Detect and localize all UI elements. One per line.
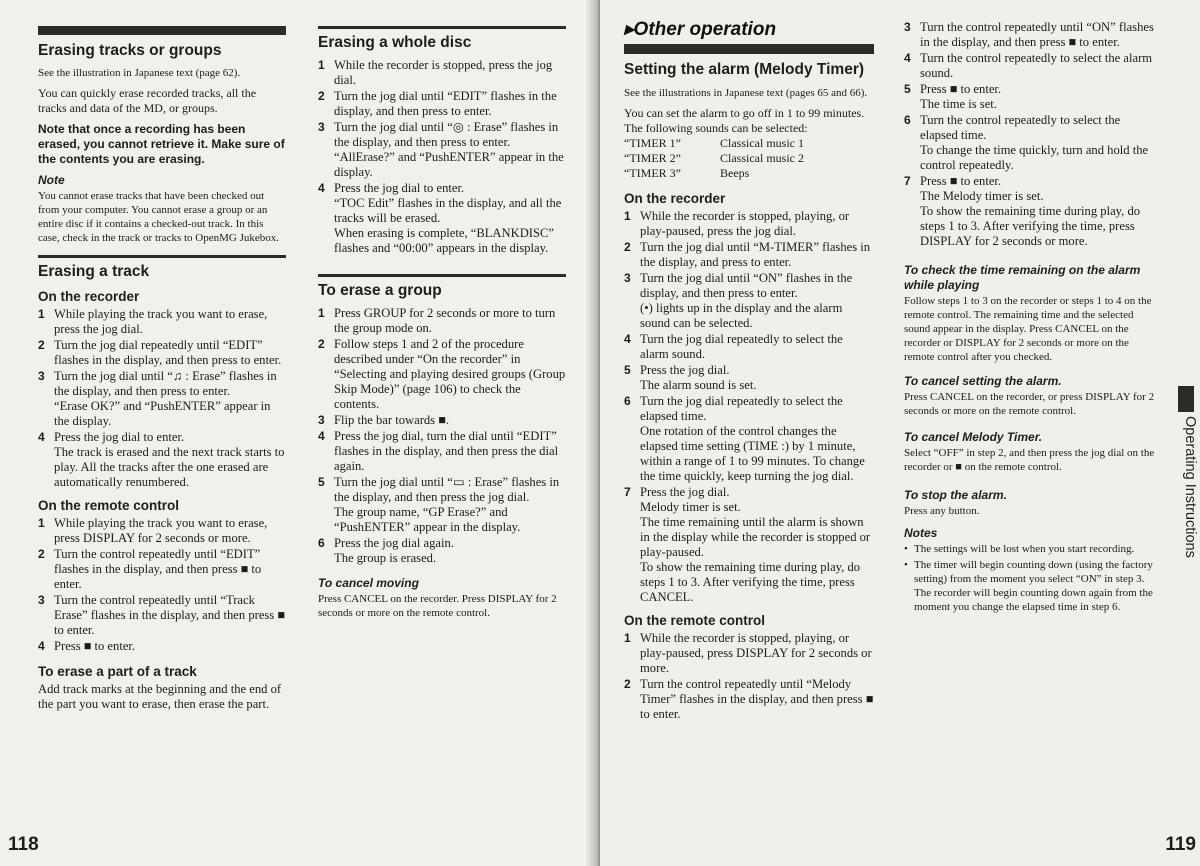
step-item: [318, 475, 566, 535]
notes-list: [904, 542, 1160, 614]
step-text: Flip the bar towards ■.: [334, 413, 449, 427]
cancel-alarm-text: Press CANCEL on the recorder, or press DISPLAY for 2 seconds or more on the remote control.: [904, 391, 1155, 417]
step-text: Turn the jog dial repeatedly to select the elapsed time.: [640, 394, 843, 423]
erase-group-heading: To erase a group: [318, 282, 442, 299]
right-column-2: [904, 20, 1160, 616]
erasing-tracks-intro: You can quickly erase recorded tracks, all the tracks and data of the MD, or groups.: [38, 86, 257, 115]
step-item: [624, 394, 874, 484]
step-number: 5: [904, 82, 911, 96]
erasing-tracks-see: See the illustration in Japanese text (page 62).: [38, 67, 241, 79]
note-item: [904, 542, 1160, 556]
step-number: 1: [624, 631, 631, 645]
side-tab-label: Operating Instructions: [1182, 416, 1198, 558]
step-text: The group name, “GP Erase?” and “PushENTER” appear in the display.: [334, 505, 521, 534]
cancel-alarm-heading: To cancel setting the alarm.: [904, 374, 1062, 388]
left-column-2: [318, 26, 566, 626]
step-text: Press the jog dial, turn the dial until “EDIT” flashes in the display, and then press the dial again.: [334, 429, 559, 473]
whole-disc-steps: [318, 58, 566, 256]
side-tab-marker: [1178, 386, 1194, 412]
alarm-heading: Setting the alarm (Melody Timer): [624, 61, 865, 78]
step-item: [38, 338, 286, 368]
step-text: While the recorder is stopped, playing, or play-paused, press DISPLAY for 2 seconds or more.: [640, 631, 872, 675]
note-text: The timer will begin counting down (using the factory setting) from the moment you select “ON” in step 3. The recorder will begin counting down again from the moment you change the elapsed time in step 6.: [914, 559, 1153, 613]
step-text: Press the jog dial.: [640, 363, 730, 377]
step-item: [38, 639, 286, 654]
alarm-recorder-steps: [624, 209, 874, 605]
erase-part-heading: To erase a part of a track: [38, 664, 197, 679]
step-number: 2: [624, 677, 631, 691]
whole-disc-heading: Erasing a whole disc: [318, 34, 472, 51]
step-item: [38, 547, 286, 592]
step-text: The group is erased.: [334, 551, 437, 565]
step-item: [38, 516, 286, 546]
step-text: (•) lights up in the display and the alarm sound can be selected.: [640, 301, 843, 330]
step-text: Turn the jog dial until “▭ : Erase” flashes in the display, and then press the jog dial.: [334, 475, 560, 504]
step-text: While the recorder is stopped, press the jog dial.: [334, 58, 553, 87]
step-text: Press ■ to enter.: [920, 82, 1002, 96]
step-number: 6: [904, 113, 911, 127]
erase-group-steps: [318, 306, 566, 566]
step-text: Turn the jog dial until “◎ : Erase” flashes in the display, and then press to enter.: [334, 120, 559, 149]
step-number: 3: [318, 413, 325, 427]
cancel-melody-text: Select “OFF” in step 2, and then press the jog dial on the recorder or ■ on the remote control.: [904, 447, 1155, 473]
step-text: Turn the control repeatedly until “EDIT” flashes in the display, and then press ■ to enter.: [54, 547, 262, 591]
step-item: [624, 363, 874, 393]
on-remote-heading: On the remote control: [624, 613, 766, 628]
alarm-remote-steps-continued: [904, 20, 1160, 249]
step-number: 4: [624, 332, 631, 346]
step-text: When erasing is complete, “BLANKDISC” flashes and “00:00” appears in the display.: [334, 226, 554, 255]
step-item: [624, 677, 874, 722]
step-text: The alarm sound is set.: [640, 378, 757, 392]
notes-heading: Notes: [904, 526, 938, 540]
step-number: 7: [904, 174, 911, 188]
step-number: 5: [318, 475, 325, 489]
step-text: While the recorder is stopped, playing, or play-paused, press the jog dial.: [640, 209, 850, 238]
check-time-heading: To check the time remaining on the alarm while playing: [904, 263, 1141, 292]
step-text: Press the jog dial again.: [334, 536, 454, 550]
right-column-1: [624, 18, 874, 724]
step-item: [318, 89, 566, 119]
alarm-see: See the illustrations in Japanese text (pages 65 and 66).: [624, 87, 868, 99]
step-number: 2: [38, 338, 45, 352]
step-number: 1: [38, 307, 45, 321]
step-text: Press ■ to enter.: [920, 174, 1002, 188]
left-page: [0, 0, 596, 866]
step-text: “AllErase?” and “PushENTER” appear in the display.: [334, 150, 564, 179]
step-item: [38, 307, 286, 337]
step-number: 2: [318, 89, 325, 103]
step-text: “TOC Edit” flashes in the display, and all the tracks will be erased.: [334, 196, 562, 225]
step-number: 2: [624, 240, 631, 254]
sound-row: [624, 136, 874, 151]
step-text: Press the jog dial.: [640, 485, 730, 499]
step-number: 5: [624, 363, 631, 377]
section-rule: [38, 26, 286, 35]
step-item: [624, 631, 874, 676]
sound-description: Classical music 1: [720, 136, 804, 150]
stop-alarm-text: Press any button.: [904, 505, 980, 517]
step-text: One rotation of the control changes the elapsed time setting (TIME :) by 1 minute, within a range of 1 to 99 minutes. To change the time quickly, keep turning the jog dial.: [640, 424, 865, 483]
step-number: 4: [318, 181, 325, 195]
section-rule: [318, 274, 566, 277]
step-text: Turn the jog dial until “EDIT” flashes in the display, and then press to enter.: [334, 89, 557, 118]
step-text: Turn the jog dial until “♫ : Erase” flashes in the display, and then press to enter.: [54, 369, 277, 398]
step-text: While playing the track you want to erase, press the jog dial.: [54, 307, 268, 336]
step-item: [318, 120, 566, 180]
check-time-text: Follow steps 1 to 3 on the recorder or steps 1 to 4 on the remote control. The remaining time and the selected sound appear in the display. Press CANCEL on the recorder or DISPLAY for 2 seconds or more on the remote control after you checked.: [904, 295, 1152, 363]
section-rule: [624, 44, 874, 54]
note-item: [904, 558, 1160, 614]
note-heading: Note: [38, 173, 65, 187]
step-text: Press GROUP for 2 seconds or more to turn the group mode on.: [334, 306, 556, 335]
step-text: Turn the control repeatedly to select the elapsed time.: [920, 113, 1121, 142]
step-item: [318, 337, 566, 412]
bullet-icon: •: [904, 543, 908, 555]
cancel-melody-heading: To cancel Melody Timer.: [904, 430, 1043, 444]
on-recorder-heading: On the recorder: [624, 191, 726, 206]
step-text: While playing the track you want to erase, press DISPLAY for 2 seconds or more.: [54, 516, 268, 545]
step-item: [904, 174, 1160, 249]
step-number: 1: [318, 58, 325, 72]
alarm-intro-1: You can set the alarm to go off in 1 to 99 minutes.: [624, 106, 865, 120]
page-number-left: 118: [8, 834, 39, 855]
step-text: Turn the control repeatedly to select the alarm sound.: [920, 51, 1153, 80]
bullet-icon: •: [904, 559, 908, 571]
step-text: Turn the control repeatedly until “Melody Timer” flashes in the display, and then press ■ to enter.: [640, 677, 874, 721]
step-item: [38, 369, 286, 429]
step-item: [904, 113, 1160, 173]
step-number: 4: [318, 429, 325, 443]
sound-description: Beeps: [720, 166, 750, 180]
section-rule: [318, 26, 566, 29]
step-text: To change the time quickly, turn and hold the control repeatedly.: [920, 143, 1149, 172]
step-text: Turn the jog dial repeatedly to select the alarm sound.: [640, 332, 843, 361]
step-item: [624, 485, 874, 605]
step-item: [318, 58, 566, 88]
step-text: The time is set.: [920, 97, 997, 111]
step-number: 1: [624, 209, 631, 223]
step-number: 3: [38, 593, 45, 607]
step-item: [318, 306, 566, 336]
step-number: 3: [624, 271, 631, 285]
step-number: 7: [624, 485, 631, 499]
alarm-remote-steps: [624, 631, 874, 722]
step-item: [624, 240, 874, 270]
erasing-track-heading: Erasing a track: [38, 263, 150, 280]
step-number: 4: [38, 639, 45, 653]
alarm-intro-2: The following sounds can be selected:: [624, 121, 808, 135]
recorder-steps: [38, 307, 286, 490]
step-text: Press the jog dial to enter.: [334, 181, 465, 195]
step-number: 2: [38, 547, 45, 561]
left-column-1: [38, 26, 286, 718]
step-text: Follow steps 1 and 2 of the procedure described under “On the recorder” in “Selecting and playing desired groups (Group Skip Mode)” (page 106) to check the contents.: [334, 337, 566, 411]
step-item: [624, 209, 874, 239]
sound-name: “TIMER 1”: [624, 136, 681, 150]
page-number-right: 119: [1165, 834, 1196, 855]
erasing-tracks-heading: Erasing tracks or groups: [38, 42, 222, 59]
sound-name: “TIMER 3”: [624, 166, 681, 180]
step-text: Turn the jog dial until “ON” flashes in the display, and then press to enter.: [640, 271, 853, 300]
sound-row: [624, 166, 874, 181]
step-text: The time remaining until the alarm is shown in the display while the recorder is stopped or play-paused.: [640, 515, 871, 559]
step-number: 3: [38, 369, 45, 383]
step-text: Melody timer is set.: [640, 500, 741, 514]
erasing-tracks-warning: Note that once a recording has been erased, you cannot retrieve it. Make sure of the contents you are erasing.: [38, 122, 285, 166]
cancel-moving-heading: To cancel moving: [318, 576, 419, 590]
step-item: [904, 51, 1160, 81]
step-item: [318, 536, 566, 566]
note-text: The settings will be lost when you start recording.: [914, 543, 1135, 555]
erase-part-text: Add track marks at the beginning and the end of the part you want to erase, then erase the part.: [38, 682, 282, 711]
step-number: 3: [318, 120, 325, 134]
remote-steps: [38, 516, 286, 654]
step-text: Press ■ to enter.: [54, 639, 136, 653]
step-number: 6: [318, 536, 325, 550]
step-item: [318, 181, 566, 256]
sound-list: [624, 136, 874, 181]
cancel-moving-text: Press CANCEL on the recorder. Press DISPLAY for 2 seconds or more on the remote control.: [318, 593, 557, 619]
section-rule: [38, 255, 286, 258]
step-text: The track is erased and the next track starts to play. All the tracks after the one erased are automatically renumbered.: [54, 445, 285, 489]
side-tab: [1172, 386, 1198, 576]
step-number: 4: [904, 51, 911, 65]
step-item: [624, 271, 874, 331]
sound-name: “TIMER 2”: [624, 151, 681, 165]
step-text: “Erase OK?” and “PushENTER” appear in the display.: [54, 399, 271, 428]
step-text: To show the remaining time during play, do steps 1 to 3. After verifying the time, press DISPLAY for 2 seconds or more.: [920, 204, 1141, 248]
step-text: Turn the jog dial until “M-TIMER” flashes in the display, and press to enter.: [640, 240, 871, 269]
step-number: 4: [38, 430, 45, 444]
step-item: [904, 20, 1160, 50]
step-text: Turn the control repeatedly until “Track Erase” flashes in the display, and then press ■ to enter.: [54, 593, 285, 637]
on-recorder-heading: On the recorder: [38, 289, 140, 304]
step-item: [38, 593, 286, 638]
step-number: 1: [38, 516, 45, 530]
step-item: [318, 413, 566, 428]
step-text: Turn the control repeatedly until “ON” flashes in the display, and then press ■ to enter.: [920, 20, 1154, 49]
right-page: [600, 0, 1200, 866]
step-text: Press the jog dial to enter.: [54, 430, 185, 444]
section-title: ▸Other operation: [624, 19, 777, 40]
step-item: [624, 332, 874, 362]
step-number: 3: [904, 20, 911, 34]
on-remote-heading: On the remote control: [38, 498, 180, 513]
step-item: [904, 82, 1160, 112]
step-item: [318, 429, 566, 474]
step-text: To show the remaining time during play, do steps 1 to 3. After verifying the time, press CANCEL.: [640, 560, 861, 604]
step-text: The Melody timer is set.: [920, 189, 1044, 203]
step-number: 2: [318, 337, 325, 351]
step-item: [38, 430, 286, 490]
sound-row: [624, 151, 874, 166]
step-number: 6: [624, 394, 631, 408]
sound-description: Classical music 2: [720, 151, 804, 165]
note-text: You cannot erase tracks that have been checked out from your computer. You cannot erase a group or an entire disc if it contains a checked-out track. In this case, check in the track or tracks to OpenMG Jukebox.: [38, 190, 280, 244]
step-text: Turn the jog dial repeatedly until “EDIT” flashes in the display, and then press to enter.: [54, 338, 282, 367]
stop-alarm-heading: To stop the alarm.: [904, 488, 1007, 502]
step-number: 1: [318, 306, 325, 320]
